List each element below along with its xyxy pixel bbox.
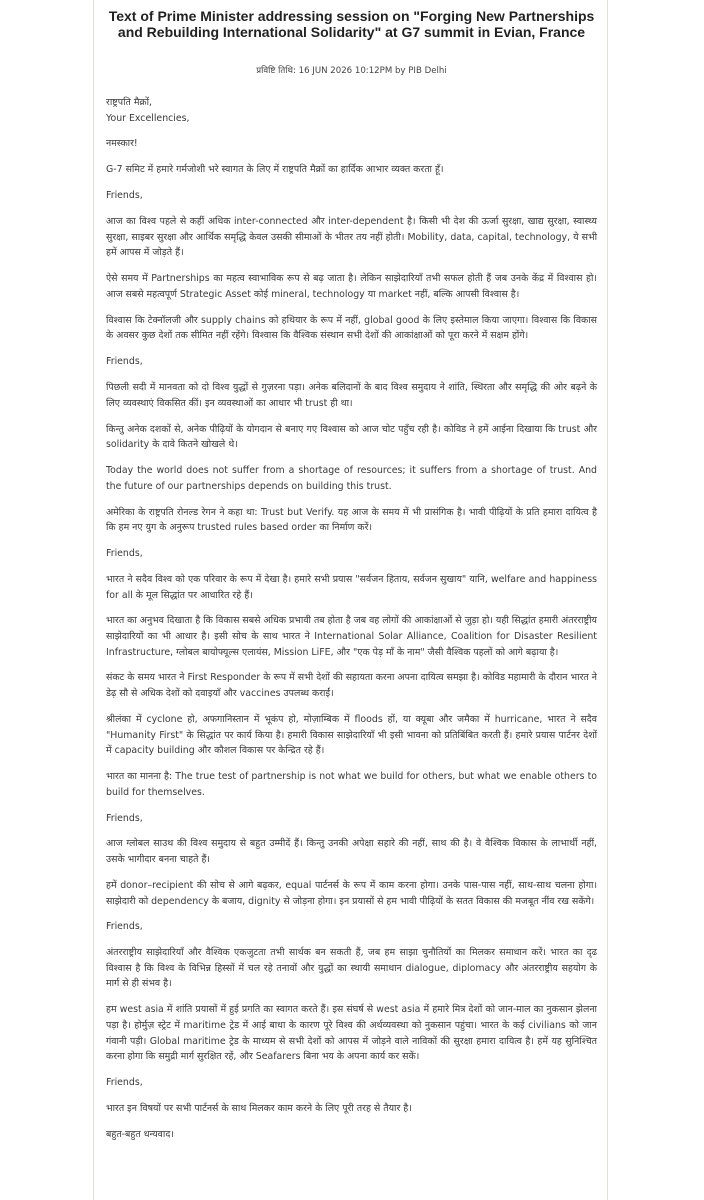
paragraph: भारत इन विषयों पर सभी पार्टनर्स के साथ मिलकर काम करने के लिए पूरी तरह से तैयार है। (106, 1102, 412, 1114)
paragraph: अंतरराष्ट्रीय साझेदारियाँ और वैश्विक एकजुटता तभी सार्थक बन सकती हैं, जब हम साझा चुनौतियों का मिलकर समाधान करें। भारत का दृढ विश्वास है कि विश्व के विभिन्न हिस्सों में चल रहे तनावों और युद्धों का स्थायी समाधान dialogue, diplomacy और अंतरराष्ट्रीय सहयोग के मार्ग से ही संभव है। (106, 947, 597, 990)
paragraph: भारत का मानना है: The true test of partnership is not what we build for others, but what we enable others to build for themselves. (106, 771, 597, 798)
paragraph: Friends, (106, 1077, 143, 1089)
paragraph: Today the world does not suffer from a shortage of resources; it suffers from a shortage of trust. And the future of our partnerships depends on building this trust. (106, 465, 597, 492)
release-date: प्रविष्टि तिथि: 16 JUN 2026 10:12PM by PIB Delhi (256, 66, 447, 76)
paragraph: हमें donor–recipient की सोच से आगे बढ़कर, equal पार्टनर्स के रूप में काम करना होगा। उनके पास-पास नहीं, साथ-साथ चलना होगा। साझेदारी को dependency के बजाय, dignity से जोड़ना होगा। इन प्रयासों से हम भावी पीढ़ियों के सतत विकास की मजबूत नींव रख सकेंगे। (106, 879, 597, 907)
paragraph: भारत का अनुभव दिखाता है कि विकास सबसे अधिक प्रभावी तब होता है जब वह लोगों की आकांक्षाओं से जुड़ा हो। यही सिद्धांत हमारी अंतरराष्ट्रीय साझेदारियों का भी आधार है। इसी सोच के साथ भारत ने International Solar Alliance, Coalition for Disaster Resilient Infrastructure, ग्लोबल बायोफ्यूल्स एलायंस, Mission LiFE, और "एक पेड़ माँ के नाम" जैसी वैश्विक पहलों को आगे बढ़ाया है। (106, 615, 597, 658)
paragraph: आज ग्लोबल साउथ की विश्व समुदाय से बहुत उम्मीदें हैं। किन्तु उनकी अपेक्षा सहारे की नहीं, साथ की है। वे वैश्विक विकास के लाभार्थी नहीं, उसके भागीदार बनना चाहते हैं। (106, 838, 597, 866)
paragraph: किन्तु अनेक दशकों से, अनेक पीढ़ियों के योगदान से बनाए गए विश्वास को आज चोट पहुँच रही है। कोविड ने हमें आईना दिखाया कि trust और solidarity के दावे कितने खोखले थे। (106, 423, 597, 451)
paragraph: G-7 समिट में हमारे गर्मजोशी भरे स्वागत के लिए में राष्ट्रपति मैक्रों का हार्दिक आभार व्यक्त करता हूँ। (106, 164, 444, 176)
paragraph: बहुत-बहुत धन्यवाद। (106, 1128, 174, 1140)
paragraph: Friends, (106, 356, 143, 368)
paragraph: आज का विश्व पहले से कहीं अधिक inter-connected और inter-dependent है। किसी भी देश की ऊर्जा सुरक्षा, खाद्य सुरक्षा, स्वास्थ्य सुरक्षा, साइबर सुरक्षा और आर्थिक समृद्धि केवल उसकी सीमाओं के भीतर तय नहीं होती। Mobility, data, capital, technology, ये सभी हमें आपस में जोड़ते हैं। (106, 216, 597, 259)
paragraph: Friends, (106, 190, 143, 202)
paragraph: पिछली सदी में मानवता को दो विश्व युद्धों से गुज़रना पड़ा। अनेक बलिदानों के बाद विश्व समुदाय ने शांति, स्थिरता और समृद्धि की ओर बढ़ने के लिए व्यवस्थाएं विकसित कीं। इन व्यवस्थाओं का आधार भी trust ही था। (106, 382, 597, 409)
paragraph: नमस्कार! (106, 138, 138, 150)
paragraph: विश्वास कि टेक्नॉलजी और supply chains को हथियार के रूप में नहीं, global good के लिए इस्तेमाल किया जाएगा। विश्वास कि विकास के अवसर कुछ देशों तक सीमित नहीं रहेंगे। विश्वास कि वैश्विक संस्थान सभी देशों की आकांक्षाओं को पूरा करने में सक्षम होंगे। (106, 314, 597, 342)
paragraph: Friends, (106, 921, 143, 933)
paragraph: संकट के समय भारत ने First Responder के रूप में सभी देशों की सहायता करना अपना दायित्व समझा है। कोविड महामारी के दौरान भारत ने डेढ़ सौ से अधिक देशों को दवाइयाँ और vaccines उपलब्ध कराईं। (106, 672, 597, 700)
article-body (106, 95, 597, 1142)
paragraph: ऐसे समय में Partnerships का महत्व स्वाभाविक रूप से बढ़ जाता है। लेकिन साझेदारियाँ तभी सफल होती हैं जब उनके केंद्र में विश्वास हो। आज सबसे महत्वपूर्ण Strategic Asset कोई mineral, technology या market नहीं, बल्कि आपसी विश्वास है। (106, 273, 597, 300)
paragraph: श्रीलंका में cyclone हो, अफगानिस्तान में भूकंप हो, मोज़ाम्बिक में floods हों, या क्यूबा और जमैका में hurricane, भारत ने सदैव "Humanity First" के सिद्धांत पर कार्य किया है। हमारी विकास साझेदारियाँ भी इसी भावना को प्रतिबिंबित करती हैं। हमारे प्रयास पार्टनर देशों में capacity building और कौशल विकास पर केन्द्रित रहे हैं। (106, 713, 597, 757)
paragraph: हम west asia में शांति प्रयासों में हुई प्रगति का स्वागत करते हैं। इस संघर्ष से west asia में हमारे मित्र देशों को जान-माल का नुकसान झेलना पड़ा है। होर्मुज़ स्ट्रेट में maritime ट्रेड में आई बाधा के कारण पूरे विश्व की अर्थव्यवस्था को नुकसान पहुंचा। भारत के कई civilians को जान गंवानी पड़ी। Global maritime ट्रेड के माध्यम से सभी देशों को आपस में जोड़ने वाले नाविकों की सुरक्षा हमारा दायित्व है। हमें यह सुनिश्चित करना होगा कि समुद्री मार्ग सुरक्षित रहें, और Seafarers बिना भय के अपना कार्य कर सकें। (106, 1004, 597, 1063)
paragraph: अमेरिका के राष्ट्रपति रोनल्ड रेगन ने कहा था: Trust but Verify. यह आज के समय में भी प्रासंगिक है। भावी पीढ़ियों के प्रति हमारा दायित्व है कि हम नए युग के अनुरूप trusted rules based order का निर्माण करें। (106, 506, 597, 534)
article-frame (93, 0, 608, 1200)
paragraph: Friends, (106, 812, 143, 824)
paragraph: भारत ने सदैव विश्व को एक परिवार के रूप में देखा है। हमारे सभी प्रयास "सर्वजन हिताय, सर्वजन सुखाय" यानि, welfare and happiness for all के मूल सिद्धांत पर आधारित रहे हैं। (106, 573, 597, 601)
paragraph: Friends, (106, 548, 143, 560)
article-title: Text of Prime Minister addressing session on "Forging New Partnerships and Rebuilding International Solidarity" at G7 summit in Evian, France (108, 8, 595, 40)
paragraph: राष्ट्रपति मैक्रों, Your Excellencies, (106, 97, 190, 124)
article (94, 0, 607, 1142)
